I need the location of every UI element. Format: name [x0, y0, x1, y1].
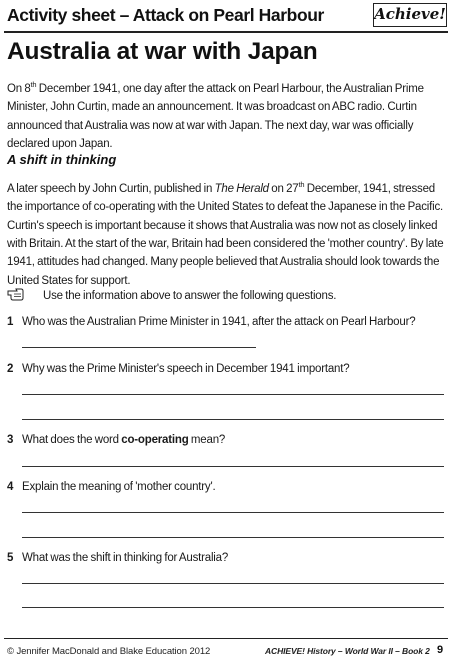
intro-paragraph: On 8th December 1941, one day after the attack on Pearl Harbour, the Australian Prime Minister, John Curtin, made an announcement. It was broadcast on ABC radio. Curtin announced that Australia was now at war with Japan. The next day, war was officially declared upon Japan.: [7, 80, 424, 151]
question-3-text: What does the word co-operating mean?: [22, 434, 226, 446]
answer-line-q4a[interactable]: [22, 512, 444, 513]
answer-line-q3[interactable]: [22, 466, 444, 467]
question-4-number: 4: [7, 481, 14, 493]
footer-copyright: © Jennifer MacDonald and Blake Education 2012: [7, 646, 211, 657]
answer-line-q2a[interactable]: [22, 394, 444, 395]
achieve-logo: [373, 3, 447, 27]
footer-series: ACHIEVE! History – World War II – Book 2: [265, 646, 430, 656]
question-2-number: 2: [7, 363, 14, 375]
activity-sheet-title: Activity sheet – Attack on Pearl Harbour: [7, 5, 324, 25]
answer-line-q5b[interactable]: [22, 607, 444, 608]
bold-term: co-operating: [121, 434, 189, 446]
achieve-logo-text: Achieve!: [374, 5, 446, 23]
answer-line-q5a[interactable]: [22, 583, 444, 584]
question-1-number: 1: [7, 316, 14, 328]
question-2-text: Why was the Prime Minister's speech in December 1941 important?: [22, 363, 350, 375]
answer-line-q1[interactable]: [22, 347, 256, 348]
page-title: Australia at war with Japan: [7, 38, 318, 65]
footer-rule: [4, 638, 448, 639]
question-3-number: 3: [7, 434, 14, 446]
question-4-text: Explain the meaning of 'mother country'.: [22, 481, 216, 493]
page-header: [7, 3, 447, 29]
question-1-text: Who was the Australian Prime Minister in 1941, after the attack on Pearl Harbour?: [22, 316, 416, 328]
header-rule: [4, 31, 448, 33]
answer-line-q4b[interactable]: [22, 537, 444, 538]
answer-line-q2b[interactable]: [22, 419, 444, 420]
section-paragraph: A later speech by John Curtin, published in The Herald on 27th December, 1941, stressed the importance of co-operating with the United States to defeat the Japanese in the Pacific. Curtin's speech is important because it shows that Australia was now not as closely linked with Britain. At the start of the war, Britain had been considered the 'mother country'. By late 1941, attitudes had changed. Many people believed that Australia should look towards the United States for support.: [7, 180, 444, 287]
question-5-text: What was the shift in thinking for Australia?: [22, 552, 229, 564]
instruction-text: Use the information above to answer the following questions.: [43, 290, 337, 302]
question-5-number: 5: [7, 552, 14, 564]
page-number: 9: [437, 644, 444, 656]
pointing-hand-icon: [7, 287, 29, 301]
section-heading: A shift in thinking: [7, 152, 117, 167]
